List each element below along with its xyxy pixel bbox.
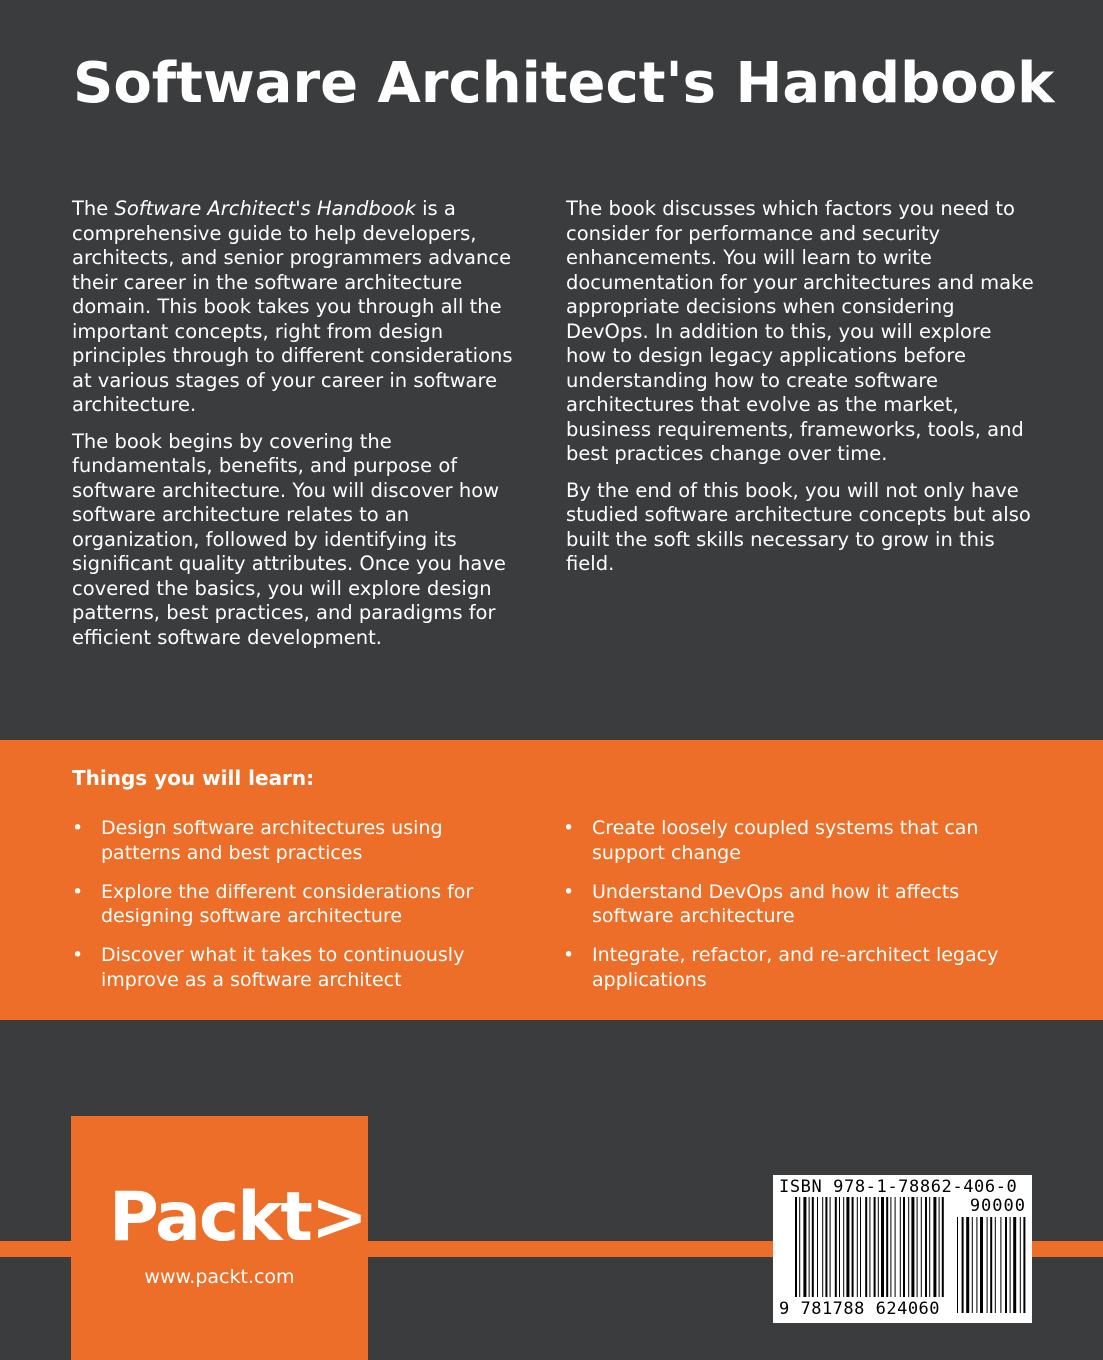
bullet-icon: •: [72, 880, 84, 903]
learn-item-text: Integrate, refactor, and re-architect legacy applications: [592, 944, 999, 991]
intro-paragraph-1: [72, 197, 530, 418]
bullet-icon: •: [563, 944, 575, 966]
isbn-barcode: [773, 1175, 1032, 1323]
intro-rest: is a comprehensive guide to help developers, architects, and senior programmers advance their career in the software architecture domain. This book takes you through all the important concepts, right from design principles through to different considerations at various stages of your career in software architecture.: [72, 197, 513, 416]
learn-item-text: Understand DevOps and how it affects software architecture: [592, 880, 960, 927]
learn-item: [72, 880, 502, 929]
learn-item: [563, 943, 1013, 992]
description-right-column: [566, 197, 1036, 589]
learn-item-text: Create loosely coupled systems that can support change: [592, 817, 979, 864]
learn-item: [72, 943, 502, 992]
book-title: Software Architect's Handbook: [73, 51, 1055, 116]
publisher-logo-box: [71, 1116, 368, 1360]
packt-logo: Packt>: [109, 1178, 366, 1257]
learn-list-right: [563, 816, 1013, 1007]
publisher-url: www.packt.com: [144, 1266, 295, 1288]
bullet-icon: •: [563, 880, 575, 903]
learn-item: [563, 880, 1013, 929]
intro-paragraph-3: The book discusses which factors you need to consider for performance and security enhancements. You will learn to write documentation for your architectures and make appropriate decisions when considering DevOps. In addition to this, you will explore how to design legacy applications before understanding how to create software architectures that evolve as the market, business requirements, frameworks, tools, and best practices change over time.: [566, 197, 1034, 465]
intro-prefix: The: [72, 197, 115, 220]
bullet-icon: •: [72, 817, 84, 839]
addon-code: 90000: [969, 1196, 1026, 1216]
intro-paragraph-4: By the end of this book, you will not only have studied software architecture concepts but also built the soft skills necessary to grow in this field.: [566, 478, 1031, 575]
intro-book-title: Software Architect's Handbook: [114, 197, 416, 220]
intro-paragraph-2: The book begins by covering the fundamentals, benefits, and purpose of software architecture. You will discover how software architecture relates to an organization, followed by identifying its significant quality attributes. Once you have covered the basics, you will explore design patterns, best practices, and paradigms for efficient software development.: [72, 429, 506, 649]
learn-item-text: Design software architectures using patterns and best practices: [101, 817, 443, 864]
isbn-text: ISBN 978-1-78862-406-0: [779, 1177, 1018, 1197]
description-left-column: [72, 197, 530, 662]
bullet-icon: •: [72, 944, 84, 966]
bullet-icon: •: [563, 817, 575, 839]
learn-item-text: Explore the different considerations for designing software architecture: [101, 880, 474, 927]
learn-item: [72, 816, 502, 865]
learn-item: [563, 816, 1013, 865]
learn-item-text: Discover what it takes to continuously improve as a software architect: [101, 944, 465, 991]
barcode-digits: 9 781788 624060: [779, 1299, 941, 1319]
learn-heading: Things you will learn:: [72, 766, 315, 790]
learn-list-left: [72, 816, 502, 1007]
